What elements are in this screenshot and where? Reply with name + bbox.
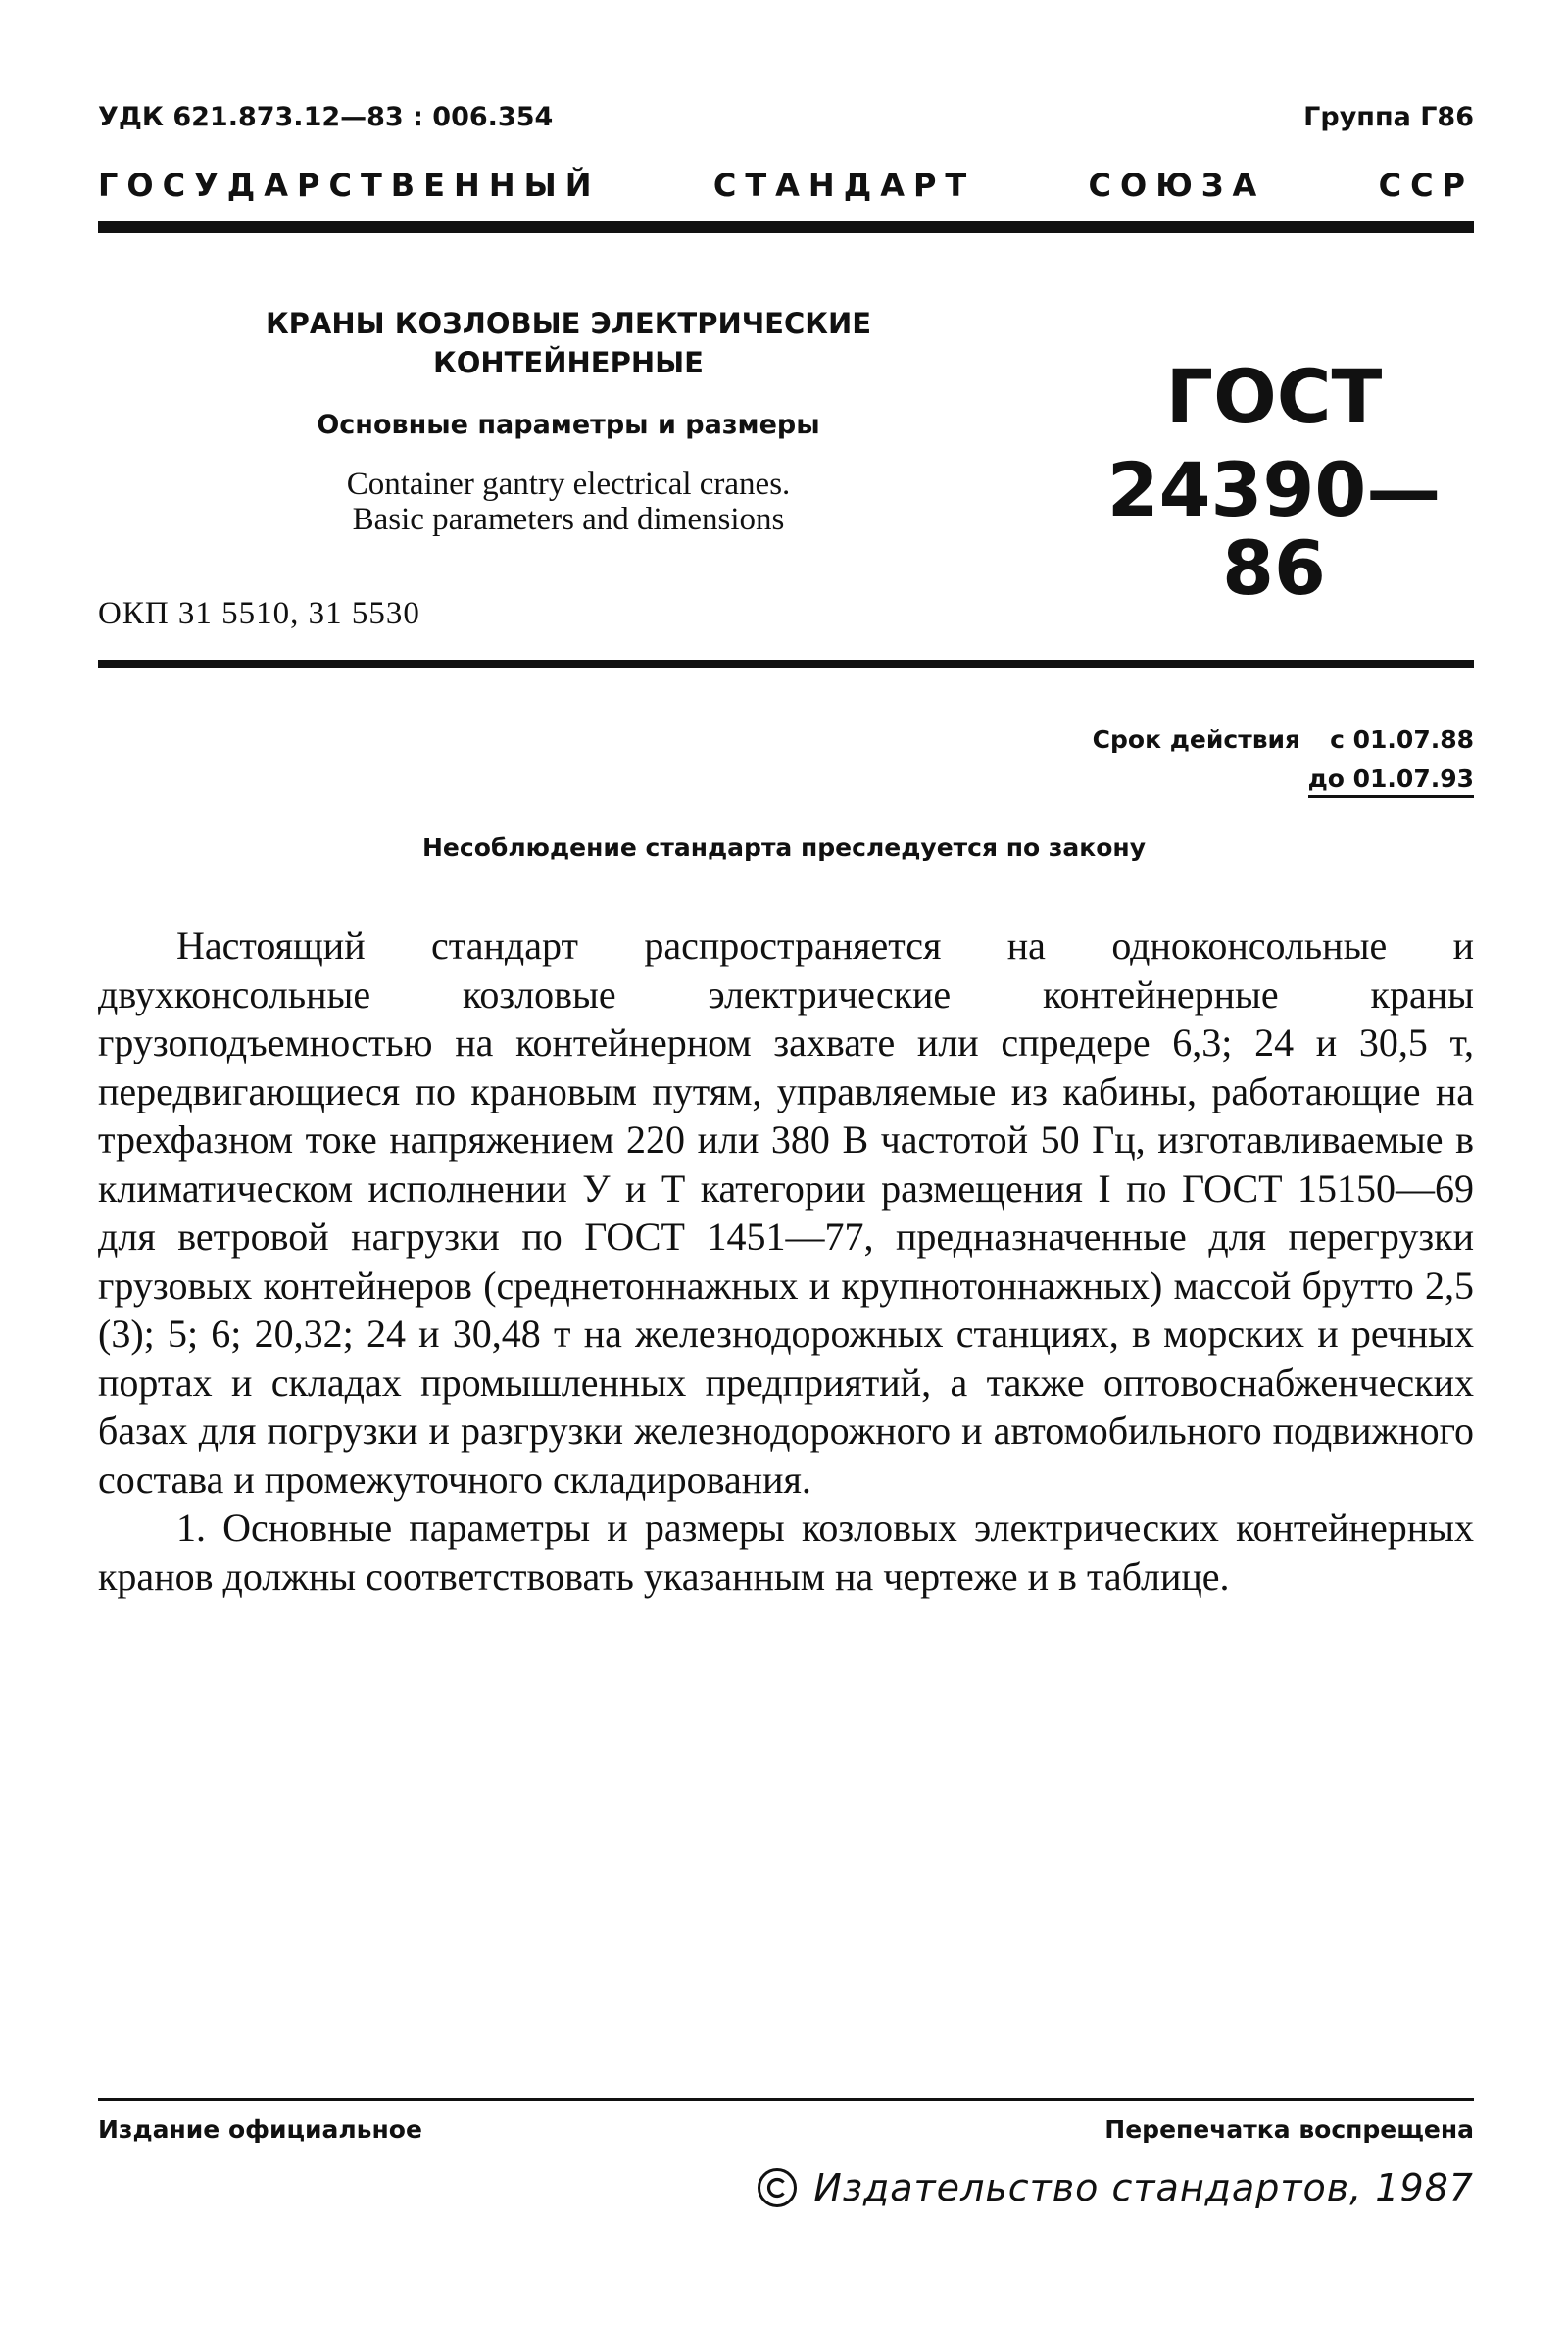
no-reprint-notice: Перепечатка воспрещена [1104,2115,1474,2144]
state-standard-heading: ГОСУДАРСТВЕННЫЙ СТАНДАРТ СОЮЗА ССР [98,167,1474,204]
validity-to-row [1093,760,1474,799]
middle-divider [98,660,1474,668]
title-english [245,467,892,537]
paragraph-scope: Настоящий стандарт распространяется на одноконсольные и двухконсольные козловые электрические контейнерные краны грузоподъемностью на контейнерном захвате или спредере 6,3; 24 и 30,5 т, передвигающиеся по крановым путям, управляемые из кабины, работающие на трехфазном токе напряжением 220 или 380 В частотой 50 Гц, изготавливаемые в климатическом исполнении У и Т категории размещения I по ГОСТ 15150—69 для ветровой нагрузки по ГОСТ 1451—77, предназначенные для перегрузки грузовых контейнеров (среднетоннажных и крупнотоннажных) массой брутто 2,5 (3); 5; 6; 20,32; 24 и 30,48 т на железнодорожных станциях, в морских и речных портах и складах промышленных предприятий, а также оптовоснабженческих базах для погрузки и разгрузки железнодорожного и автомобильного подвижного состава и промежуточного складирования. [98,923,1474,1502]
gost-label: ГОСТ [1165,353,1383,440]
title-russian [245,304,892,382]
validity-period [1093,720,1474,799]
subtitle-russian: Основные параметры и размеры [317,410,820,440]
top-divider [98,221,1474,233]
title-english-line1: Container gantry electrical cranes. [346,467,791,502]
publisher-line [757,2166,1474,2209]
validity-label: Срок действия [1092,725,1301,754]
title-english-line2: Basic parameters and dimensions [352,502,785,537]
publisher-name: Издательство стандартов, 1987 [813,2166,1474,2209]
law-notice: Несоблюдение стандарта преследуется по закону [422,833,1146,862]
udc-code: УДК 621.873.12—83 : 006.354 [98,102,554,132]
copyright-icon [757,2167,798,2208]
bottom-divider [98,2098,1474,2101]
title-russian-line1: КРАНЫ КОЗЛОВЫЕ ЭЛЕКТРИЧЕСКИЕ [265,307,872,340]
body-text [98,921,1474,1601]
official-edition: Издание официальное [98,2115,422,2144]
validity-from-row [1093,720,1474,760]
paragraph-clause-1: 1. Основные параметры и размеры козловых электрических контейнерных кранов должны соответствовать указанным на чертеже и в таблице. [98,1506,1474,1599]
gost-number: 24390—86 [1106,446,1442,612]
okp-codes: ОКП 31 5510, 31 5530 [98,596,420,631]
validity-to: до 01.07.93 [1308,765,1474,798]
title-russian-line2: КОНТЕЙНЕРНЫЕ [433,346,704,379]
group-code: Группа Г86 [1303,102,1474,132]
validity-from: с 01.07.88 [1330,725,1474,754]
